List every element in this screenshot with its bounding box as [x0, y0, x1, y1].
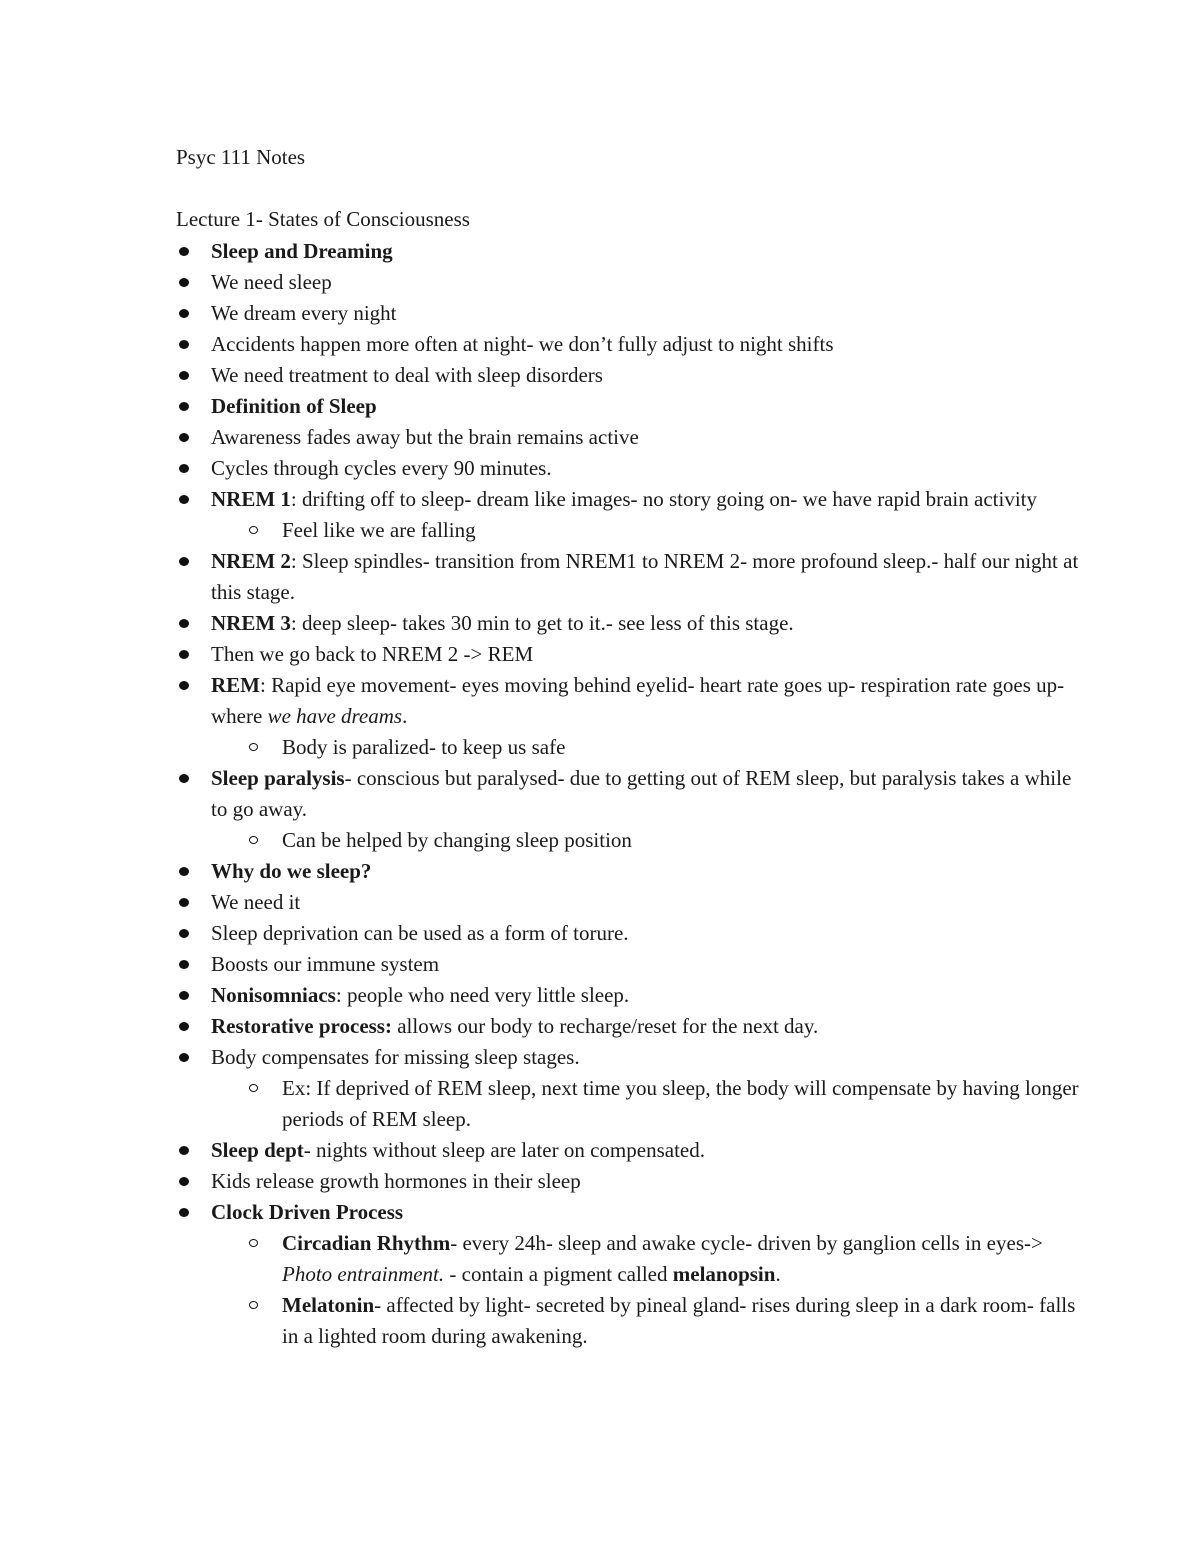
list-item-text	[211, 1045, 580, 1069]
text-segment: Body is paralized- to keep us safe	[282, 735, 566, 759]
list-item	[0, 639, 1091, 670]
text-segment: - affected by light- secreted by pineal gland- rises during sleep in a dark room- falls in a lighted room during awakening.	[282, 1293, 1076, 1348]
hollow-bullet-icon	[249, 836, 258, 844]
list-item-text	[282, 828, 632, 852]
text-segment: .	[775, 1262, 781, 1286]
filled-bullet-icon	[179, 247, 189, 256]
list-item	[0, 670, 1091, 732]
list-item-text	[211, 425, 639, 449]
hollow-bullet-icon	[249, 1239, 258, 1247]
list-item	[0, 267, 1091, 298]
filled-bullet-icon	[179, 557, 189, 566]
list-item	[0, 763, 1091, 825]
bold-term: Melatonin	[282, 1293, 375, 1317]
text-segment: We need it	[211, 890, 301, 914]
filled-bullet-icon	[179, 433, 189, 442]
filled-bullet-icon	[179, 991, 189, 1000]
list-item	[0, 856, 1091, 887]
text-segment: Sleep deprivation can be used as a form of torure.	[211, 921, 629, 945]
filled-bullet-icon	[179, 278, 189, 287]
list-item	[0, 980, 1091, 1011]
filled-bullet-icon	[179, 1177, 189, 1186]
bold-term: Circadian Rhythm	[282, 1231, 451, 1255]
list-item	[0, 422, 1091, 453]
sub-list-item	[0, 515, 1082, 546]
list-item-text	[211, 921, 629, 945]
list-item	[0, 546, 1091, 608]
text-segment: Body compensates for missing sleep stages.	[211, 1045, 580, 1069]
sub-list-item	[0, 732, 1082, 763]
list-item-text	[211, 1138, 705, 1162]
text-segment: : deep sleep- takes 30 min to get to it.- see less of this stage.	[290, 611, 794, 635]
list-item	[0, 298, 1091, 329]
list-item-text	[211, 1200, 403, 1224]
list-item-text	[211, 487, 1037, 511]
filled-bullet-icon	[179, 371, 189, 380]
list-item	[0, 1197, 1091, 1228]
text-segment: - nights without sleep are later on compensated.	[303, 1138, 705, 1162]
filled-bullet-icon	[179, 1146, 189, 1155]
text-segment: - contain a pigment called	[444, 1262, 673, 1286]
filled-bullet-icon	[179, 898, 189, 907]
filled-bullet-icon	[179, 1053, 189, 1062]
filled-bullet-icon	[179, 774, 189, 783]
notes-list	[0, 236, 1200, 1352]
list-item	[0, 1011, 1091, 1042]
filled-bullet-icon	[179, 619, 189, 628]
text-segment: : drifting off to sleep- dream like images- no story going on- we have rapid brain activity	[290, 487, 1037, 511]
filled-bullet-icon	[179, 929, 189, 938]
list-item-text	[211, 301, 396, 325]
list-item-text	[211, 1014, 818, 1038]
italic-text: Photo entrainment.	[282, 1262, 445, 1286]
list-item-text	[211, 952, 439, 976]
bold-term: NREM 3	[211, 611, 291, 635]
list-item	[0, 484, 1091, 515]
hollow-bullet-icon	[249, 1301, 258, 1309]
filled-bullet-icon	[179, 681, 189, 690]
list-item-text	[211, 673, 1064, 728]
hollow-bullet-icon	[249, 1084, 258, 1092]
bold-term: Sleep dept	[211, 1138, 304, 1162]
list-item	[0, 391, 1091, 422]
list-item	[0, 887, 1091, 918]
filled-bullet-icon	[179, 340, 189, 349]
sub-list-item	[0, 1073, 1082, 1135]
bold-term: Definition of Sleep	[211, 394, 377, 418]
list-item	[0, 1166, 1091, 1197]
text-segment: - every 24h- sleep and awake cycle- driven by ganglion cells in eyes->	[450, 1231, 1043, 1255]
filled-bullet-icon	[179, 495, 189, 504]
text-segment: Accidents happen more often at night- we don’t fully adjust to night shifts	[211, 332, 834, 356]
filled-bullet-icon	[179, 1022, 189, 1031]
text-segment: : people who need very little sleep.	[335, 983, 630, 1007]
filled-bullet-icon	[179, 464, 189, 473]
list-item-text	[211, 456, 552, 480]
bold-term: Sleep and Dreaming	[211, 239, 393, 263]
bold-term: Clock Driven Process	[211, 1200, 404, 1224]
list-item-text	[282, 735, 565, 759]
list-item-text	[211, 766, 1071, 821]
list-item-text	[282, 1231, 1043, 1286]
text-segment: .	[402, 704, 408, 728]
bold-term: melanopsin	[672, 1262, 776, 1286]
text-segment: Awareness fades away but the brain remains active	[211, 425, 639, 449]
filled-bullet-icon	[179, 960, 189, 969]
text-segment: We need sleep	[211, 270, 332, 294]
document-title: Psyc 111 Notes	[176, 145, 306, 169]
list-item-text	[211, 239, 393, 263]
text-segment: Kids release growth hormones in their sleep	[211, 1169, 581, 1193]
text-segment: Ex: If deprived of REM sleep, next time you sleep, the body will compensate by having longer periods of REM sleep.	[282, 1076, 1079, 1131]
text-segment: Then we go back to NREM 2 -> REM	[211, 642, 534, 666]
list-item-text	[211, 642, 533, 666]
bold-term: NREM 1	[211, 487, 291, 511]
text-segment: Feel like we are falling	[282, 518, 476, 542]
list-item-text	[211, 983, 629, 1007]
text-segment: : Sleep spindles- transition from NREM1 to NREM 2- more profound sleep.- half our night at this stage.	[211, 549, 1079, 604]
text-segment: Boosts our immune system	[211, 952, 440, 976]
text-segment: Can be helped by changing sleep position	[282, 828, 632, 852]
bold-term: Sleep paralysis	[211, 766, 345, 790]
list-item-text	[211, 363, 603, 387]
filled-bullet-icon	[179, 1208, 189, 1217]
text-segment: - conscious but paralysed- due to getting out of REM sleep, but paralysis takes a while to go away.	[211, 766, 1072, 821]
list-item-text	[282, 518, 476, 542]
bold-term: REM	[211, 673, 260, 697]
list-item-text	[211, 332, 834, 356]
lecture-heading: Lecture 1- States of Consciousness	[176, 207, 470, 231]
list-item-text	[211, 859, 371, 883]
text-segment: Cycles through cycles every 90 minutes.	[211, 456, 552, 480]
italic-text: we have dreams	[267, 704, 403, 728]
list-item	[0, 949, 1091, 980]
list-item-text	[282, 1076, 1079, 1131]
list-item	[0, 1042, 1091, 1073]
list-item	[0, 453, 1091, 484]
hollow-bullet-icon	[249, 743, 258, 751]
sub-list-item	[0, 1290, 1082, 1352]
text-segment: allows our body to recharge/reset for the next day.	[391, 1014, 819, 1038]
text-segment: We dream every night	[211, 301, 397, 325]
list-item-text	[211, 611, 794, 635]
bold-term: Restorative process:	[211, 1014, 392, 1038]
bold-term: NREM 2	[211, 549, 291, 573]
list-item-text	[211, 549, 1078, 604]
hollow-bullet-icon	[249, 526, 258, 534]
list-item	[0, 329, 1091, 360]
sub-list-item	[0, 1228, 1082, 1290]
text-segment: : Rapid eye movement- eyes moving behind eyelid- heart rate goes up- respiration rate goes up- where	[211, 673, 1065, 728]
list-item-text	[211, 1169, 581, 1193]
list-item	[0, 608, 1091, 639]
list-item	[0, 360, 1091, 391]
text-segment: We need treatment to deal with sleep disorders	[211, 363, 603, 387]
list-item-text	[282, 1293, 1075, 1348]
list-item-text	[211, 270, 332, 294]
filled-bullet-icon	[179, 650, 189, 659]
bold-term: Why do we sleep?	[211, 859, 372, 883]
list-item-text	[211, 890, 300, 914]
filled-bullet-icon	[179, 309, 189, 318]
filled-bullet-icon	[179, 867, 189, 876]
bold-term: Nonisomniacs	[211, 983, 336, 1007]
list-item	[0, 236, 1091, 267]
list-item	[0, 1135, 1091, 1166]
filled-bullet-icon	[179, 402, 189, 411]
list-item-text	[211, 394, 377, 418]
sub-list-item	[0, 825, 1082, 856]
list-item	[0, 918, 1091, 949]
